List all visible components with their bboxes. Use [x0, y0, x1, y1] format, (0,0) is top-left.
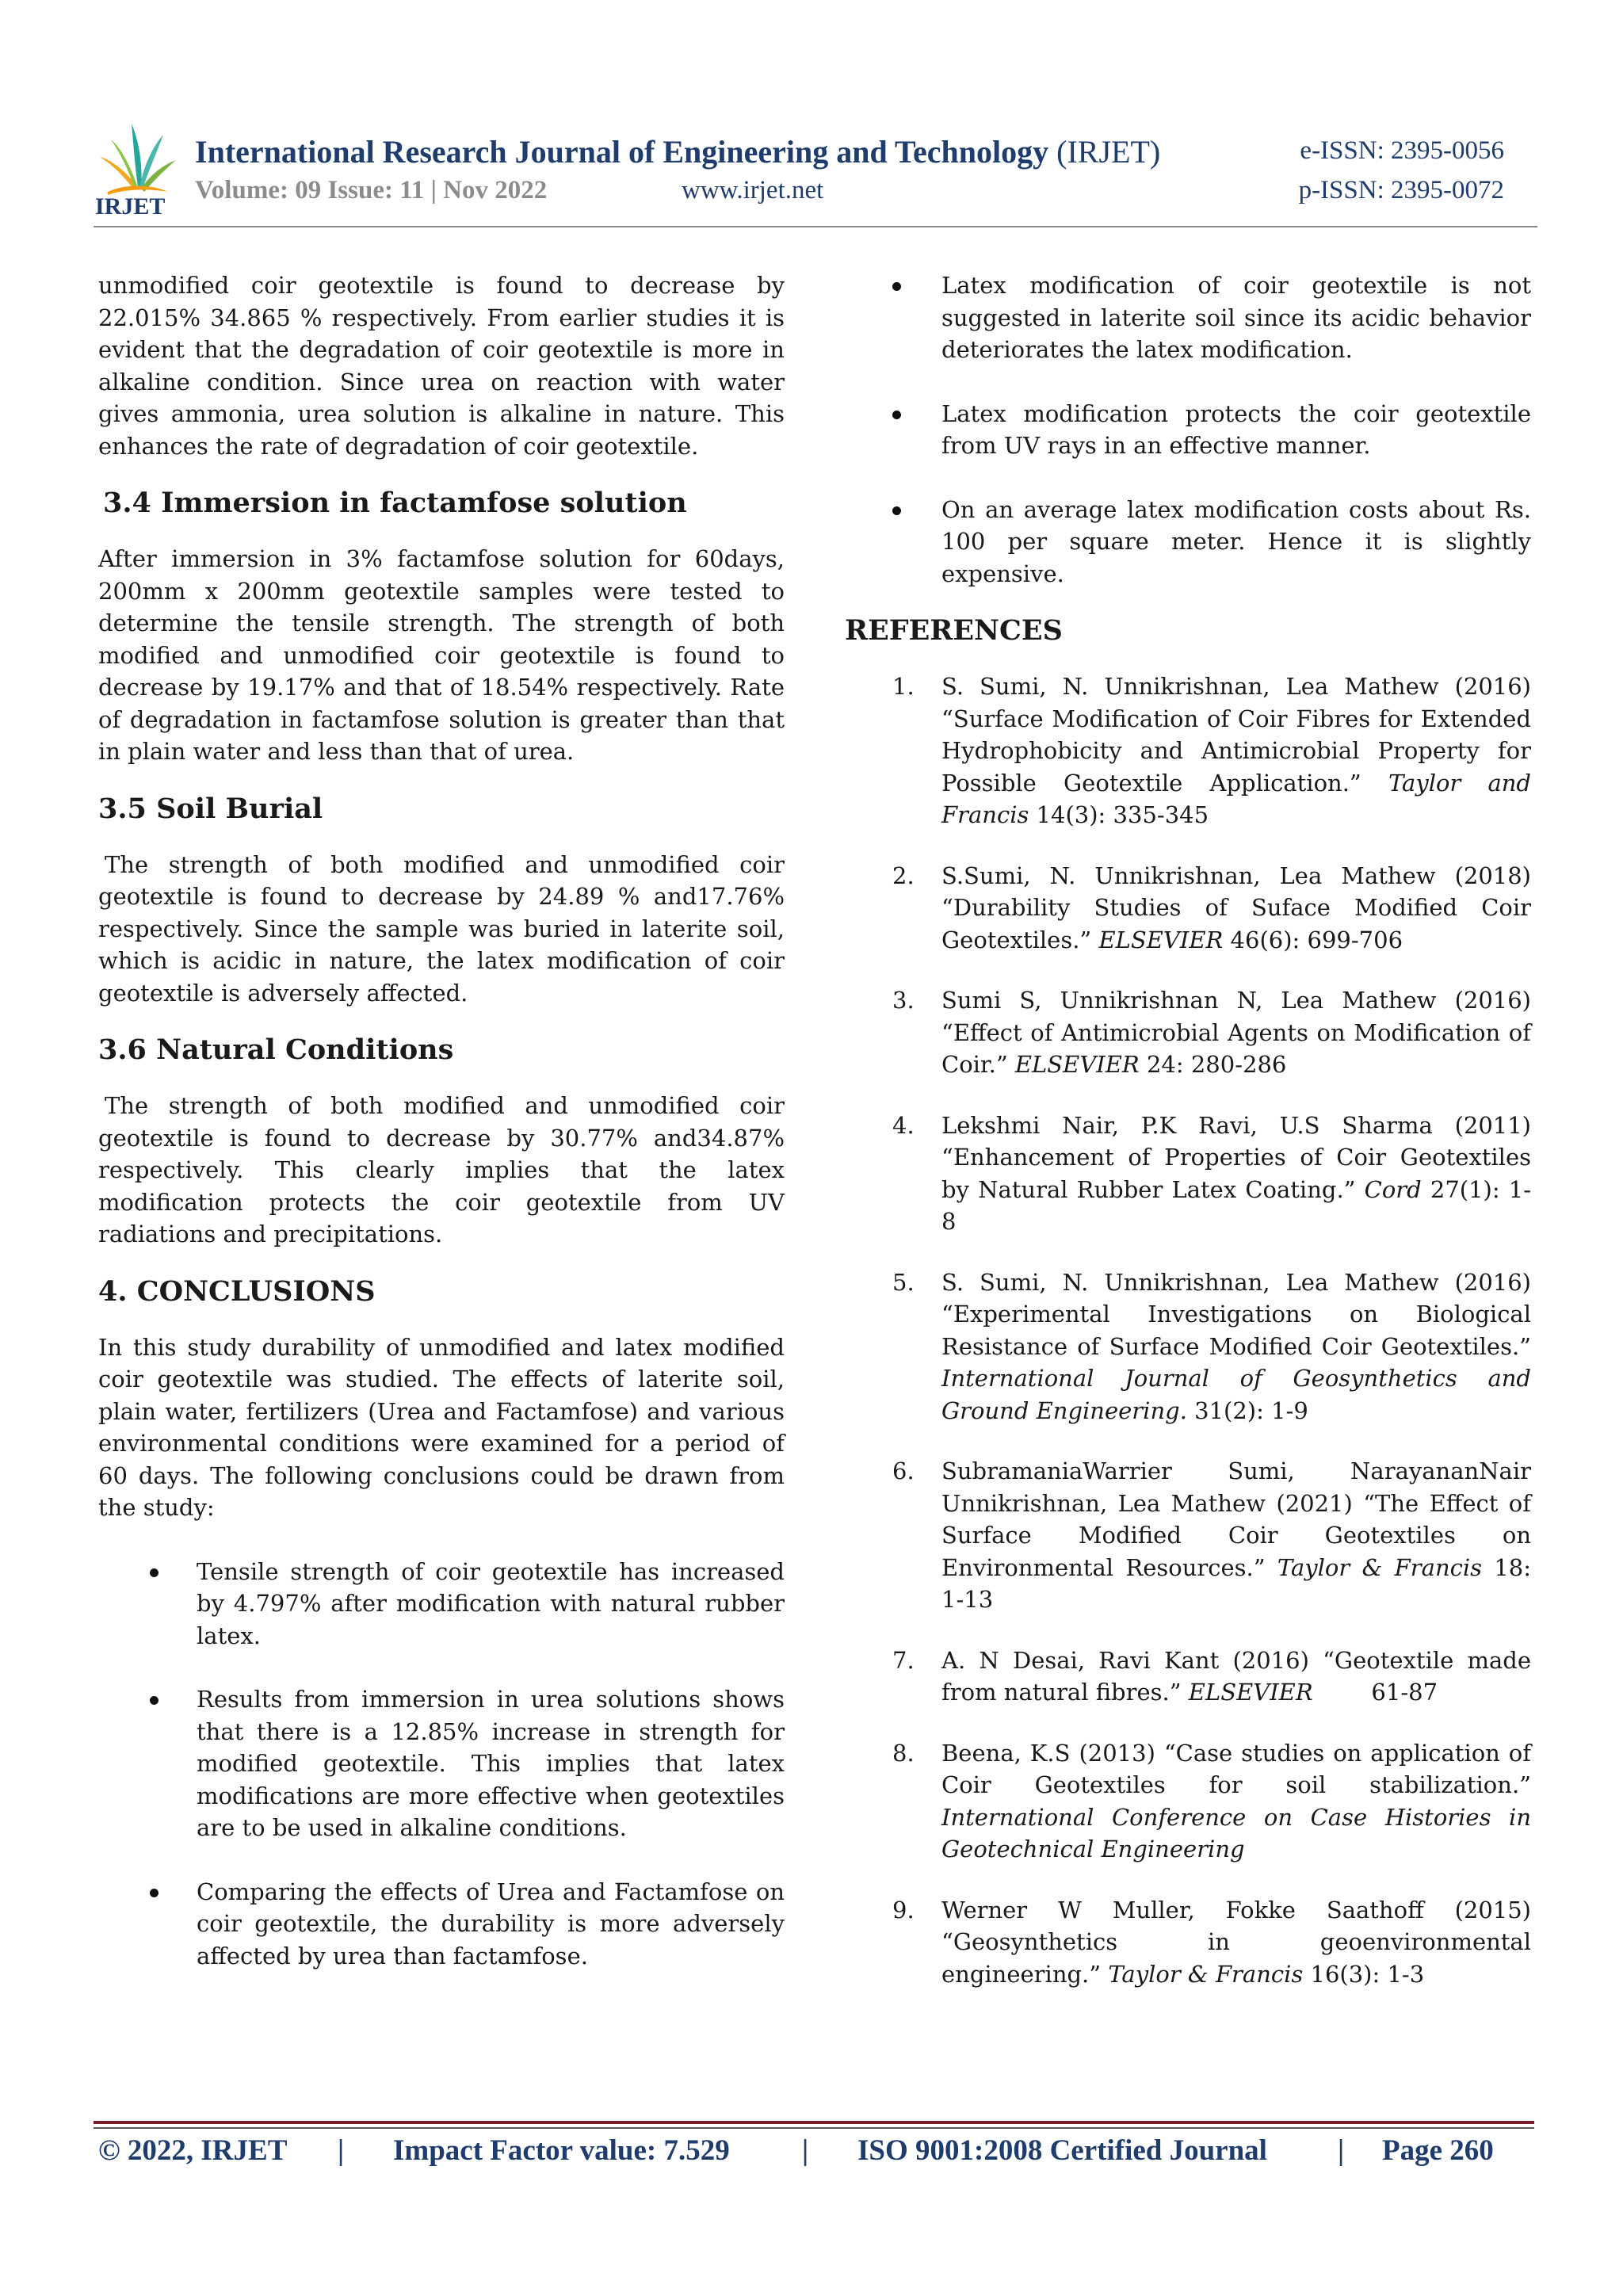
website-link[interactable]: www.irjet.net — [682, 176, 824, 204]
footer-divider-thin — [94, 2127, 1534, 2129]
e-issn: e-ISSN: 2395-0056 — [1300, 136, 1504, 165]
list-item: On an average latex modification costs about Rs. 100 per square meter. Hence it is slightly expensive. — [845, 494, 1531, 590]
bullet-icon — [150, 1568, 158, 1577]
page-footer — [98, 2134, 1533, 2173]
bullet-icon — [892, 411, 901, 419]
reference-item: 7. A. N Desai, Ravi Kant (2016) “Geotextile made from natural fibres.” ELSEVIER 61-87 — [892, 1646, 1531, 1706]
journal-title: International Research Journal of Engineering and Technology (IRJET) — [195, 134, 1161, 170]
bullet-icon — [150, 1696, 158, 1705]
conclusions-intro: In this study durability of unmodified and latex modified coir geotextile was studied. The effects of laterite soil, plain water, fertilizers (Urea and Factamfose) and various environmental conditions were examined for a period of 60 days. The following conclusions could be drawn from the study: — [98, 1333, 785, 1521]
section-3-6-heading: 3.6 Natural Conditions — [98, 1033, 454, 1066]
list-item: Results from immersion in urea solutions shows that there is a 12.85% increase in strength for modified geotextile. This implies that latex modifications are more effective when geotextiles are to be used in alkaline conditions. — [98, 1683, 785, 1844]
left-column — [98, 269, 785, 1972]
reference-item: 5. S. Sumi, N. Unnikrishnan, Lea Mathew (2016) “Experimental Investigations on Biological Resistance of Surface Modified Coir Geotextiles.” International Journal of Geosynthetics and Ground Engineering. 31(2): 1-9 — [892, 1268, 1531, 1424]
section-3-5-text: The strength of both modified and unmodified coir geotextile is found to decrease by 24.89 % and17.76% respectively. Since the sample was buried in laterite soil, which is acidic in nature, the latex modification of coir geotextile is adversely affected. — [98, 850, 785, 1007]
footer-separator: | — [802, 2134, 809, 2167]
footer-impact-factor: Impact Factor value: 7.529 — [393, 2134, 730, 2167]
bullet-icon — [150, 1889, 158, 1897]
section-3-4-heading: 3.4 Immersion in factamfose solution — [103, 487, 687, 519]
right-column — [845, 269, 1531, 1990]
reference-item: 8. Beena, K.S (2013) “Case studies on application of Coir Geotextiles for soil stabilization.” International Conference on Case Histories in Geotechnical Engineering — [892, 1739, 1531, 1862]
section-3-6-text: The strength of both modified and unmodified coir geotextile is found to decrease by 30.77% and34.87% respectively. This clearly implies that the latex modification protects the coir geotextile from UV radiations and precipitations. — [98, 1092, 785, 1247]
reference-item: 3. Sumi S, Unnikrishnan N, Lea Mathew (2016) “Effect of Antimicrobial Agents on Modification of Coir.” ELSEVIER 24: 280-286 — [892, 987, 1531, 1078]
reference-item: 1. S. Sumi, N. Unnikrishnan, Lea Mathew (2016) “Surface Modification of Coir Fibres for Extended Hydrophobicity and Antimicrobial Property for Possible Geotextile Application.” Taylor and Francis 14(3): 335-345 — [892, 673, 1531, 828]
list-item: Latex modification protects the coir geotextile from UV rays in an effective manner. — [845, 398, 1531, 462]
list-item: Comparing the effects of Urea and Factamfose on coir geotextile, the durability is more adversely affected by urea than factamfose. — [98, 1876, 785, 1973]
references-heading: REFERENCES — [845, 614, 1063, 647]
intro-paragraph: unmodified coir geotextile is found to decrease by 22.015% 34.865 % respectively. From earlier studies it is evident that the degradation of coir geotextile is more in alkaline condition. Since urea on reaction with water gives ammonia, urea solution is alkaline in nature. This enhances the rate of degradation of coir geotextile. — [98, 272, 785, 460]
footer-iso: ISO 9001:2008 Certified Journal — [857, 2134, 1267, 2167]
section-4-heading: 4. CONCLUSIONS — [98, 1274, 376, 1308]
journal-header — [94, 111, 1504, 230]
p-issn: p-ISSN: 2395-0072 — [1298, 176, 1504, 204]
reference-item: 2. S.Sumi, N. Unnikrishnan, Lea Mathew (2018) “Durability Studies of Suface Modified Coir Geotextiles.” ELSEVIER 46(6): 699-706 — [892, 861, 1531, 953]
reference-item: 4. Lekshmi Nair, P.K Ravi, U.S Sharma (2011) “Enhancement of Properties of Coir Geotextiles by Natural Rubber Latex Coating.” Cord 27(1): 1-8 — [892, 1111, 1532, 1235]
reference-item: 6. SubramaniaWarrier Sumi, NarayananNair Unnikrishnan, Lea Mathew (2021) “The Effect of Surface Modified Coir Geotextiles on Environmental Resources.” Taylor & Francis 18: 1-13 — [892, 1457, 1532, 1613]
bullet-icon — [892, 282, 901, 291]
section-3-5-heading: 3.5 Soil Burial — [98, 792, 323, 825]
section-3-4-text: After immersion in 3% factamfose solution for 60days, 200mm x 200mm geotextile samples were tested to determine the tensile strength. The strength of both modified and unmodified coir geotextile is found to decrease by 19.17% and that of 18.54% respectively. Rate of degradation in factamfose solution is greater than that in plain water and less than that of urea. — [98, 545, 785, 765]
footer-separator: | — [338, 2134, 345, 2167]
references-list — [845, 670, 1531, 1990]
bullet-icon — [892, 506, 901, 515]
list-item: Tensile strength of coir geotextile has increased by 4.797% after modification with natural rubber latex. — [98, 1556, 785, 1652]
volume-issue: Volume: 09 Issue: 11 | Nov 2022 — [195, 176, 548, 204]
page-number: Page 260 — [1382, 2134, 1494, 2167]
irjet-logo-icon — [94, 116, 181, 217]
conclusions-list-continued — [845, 269, 1531, 590]
footer-copyright: © 2022, IRJET — [98, 2134, 288, 2167]
header-divider — [94, 226, 1537, 227]
list-item: Latex modification of coir geotextile is not suggested in laterite soil since its acidic behavior deteriorates the latex modification. — [845, 269, 1531, 366]
svg-text:IRJET: IRJET — [95, 193, 166, 217]
footer-separator: | — [1338, 2134, 1345, 2167]
footer-divider — [94, 2121, 1534, 2124]
reference-item: 9. Werner W Muller, Fokke Saathoff (2015) “Geosynthetics in geoenvironmental engineering.” Taylor & Francis 16(3): 1-3 — [892, 1896, 1531, 1988]
conclusions-list — [98, 1556, 785, 1973]
